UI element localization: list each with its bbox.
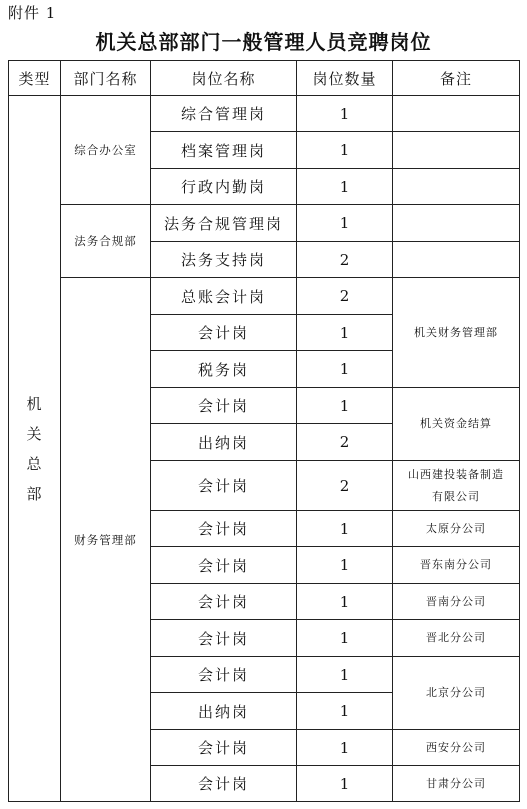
count-cell: 2 <box>297 242 393 278</box>
position-cell: 法务支持岗 <box>151 242 297 278</box>
note-cell <box>393 242 520 278</box>
header-department: 部门名称 <box>61 61 151 96</box>
count-cell: 2 <box>297 278 393 315</box>
position-cell: 出纳岗 <box>151 693 297 730</box>
position-cell: 会计岗 <box>151 657 297 693</box>
note-cell: 太原分公司 <box>393 511 520 547</box>
position-cell: 税务岗 <box>151 351 297 388</box>
note-cell: 晋南分公司 <box>393 584 520 620</box>
header-row <box>9 61 520 96</box>
page-title: 机关总部部门一般管理人员竞聘岗位 <box>95 30 432 54</box>
count-cell: 1 <box>297 584 393 620</box>
position-cell: 综合管理岗 <box>151 96 297 132</box>
position-cell: 会计岗 <box>151 620 297 657</box>
header-type: 类型 <box>9 61 61 96</box>
note-cell <box>393 461 520 511</box>
type-cell <box>9 96 61 802</box>
position-cell: 法务合规管理岗 <box>151 205 297 242</box>
count-cell: 1 <box>297 657 393 693</box>
header-count: 岗位数量 <box>297 61 393 96</box>
table-row <box>9 278 520 315</box>
note-cell: 西安分公司 <box>393 730 520 766</box>
count-cell: 1 <box>297 547 393 584</box>
position-cell: 会计岗 <box>151 766 297 802</box>
count-cell: 1 <box>297 388 393 424</box>
note-cell <box>393 169 520 205</box>
count-cell: 1 <box>297 205 393 242</box>
note-cell: 机关财务管理部 <box>393 278 520 388</box>
count-cell: 1 <box>297 169 393 205</box>
position-cell: 会计岗 <box>151 730 297 766</box>
count-cell: 2 <box>297 461 393 511</box>
note-cell <box>393 205 520 242</box>
position-cell: 会计岗 <box>151 511 297 547</box>
attachment-label: 附件 1 <box>8 4 57 22</box>
department-cell: 综合办公室 <box>61 96 151 205</box>
position-cell: 会计岗 <box>151 584 297 620</box>
position-cell: 会计岗 <box>151 461 297 511</box>
header-position: 岗位名称 <box>151 61 297 96</box>
type-label: 机关总部 <box>26 394 43 503</box>
note-cell <box>393 132 520 169</box>
position-cell: 总账会计岗 <box>151 278 297 315</box>
department-cell: 法务合规部 <box>61 205 151 278</box>
count-cell: 1 <box>297 96 393 132</box>
position-cell: 会计岗 <box>151 388 297 424</box>
note-cell: 机关资金结算 <box>393 388 520 461</box>
count-cell: 1 <box>297 315 393 351</box>
note-cell: 北京分公司 <box>393 657 520 730</box>
position-cell: 行政内勤岗 <box>151 169 297 205</box>
table-row <box>9 96 520 132</box>
count-cell: 1 <box>297 693 393 730</box>
note-text: 山西建投装备制造有限公司 <box>408 467 504 503</box>
note-cell: 晋东南分公司 <box>393 547 520 584</box>
note-cell: 甘肃分公司 <box>393 766 520 802</box>
count-cell: 2 <box>297 424 393 461</box>
positions-table <box>8 60 520 802</box>
count-cell: 1 <box>297 620 393 657</box>
count-cell: 1 <box>297 766 393 802</box>
count-cell: 1 <box>297 351 393 388</box>
count-cell: 1 <box>297 132 393 169</box>
position-cell: 会计岗 <box>151 315 297 351</box>
position-cell: 档案管理岗 <box>151 132 297 169</box>
count-cell: 1 <box>297 730 393 766</box>
note-cell <box>393 96 520 132</box>
header-note: 备注 <box>393 61 520 96</box>
position-cell: 出纳岗 <box>151 424 297 461</box>
count-cell: 1 <box>297 511 393 547</box>
table-row <box>9 205 520 242</box>
note-cell: 晋北分公司 <box>393 620 520 657</box>
department-cell: 财务管理部 <box>61 278 151 802</box>
position-cell: 会计岗 <box>151 547 297 584</box>
